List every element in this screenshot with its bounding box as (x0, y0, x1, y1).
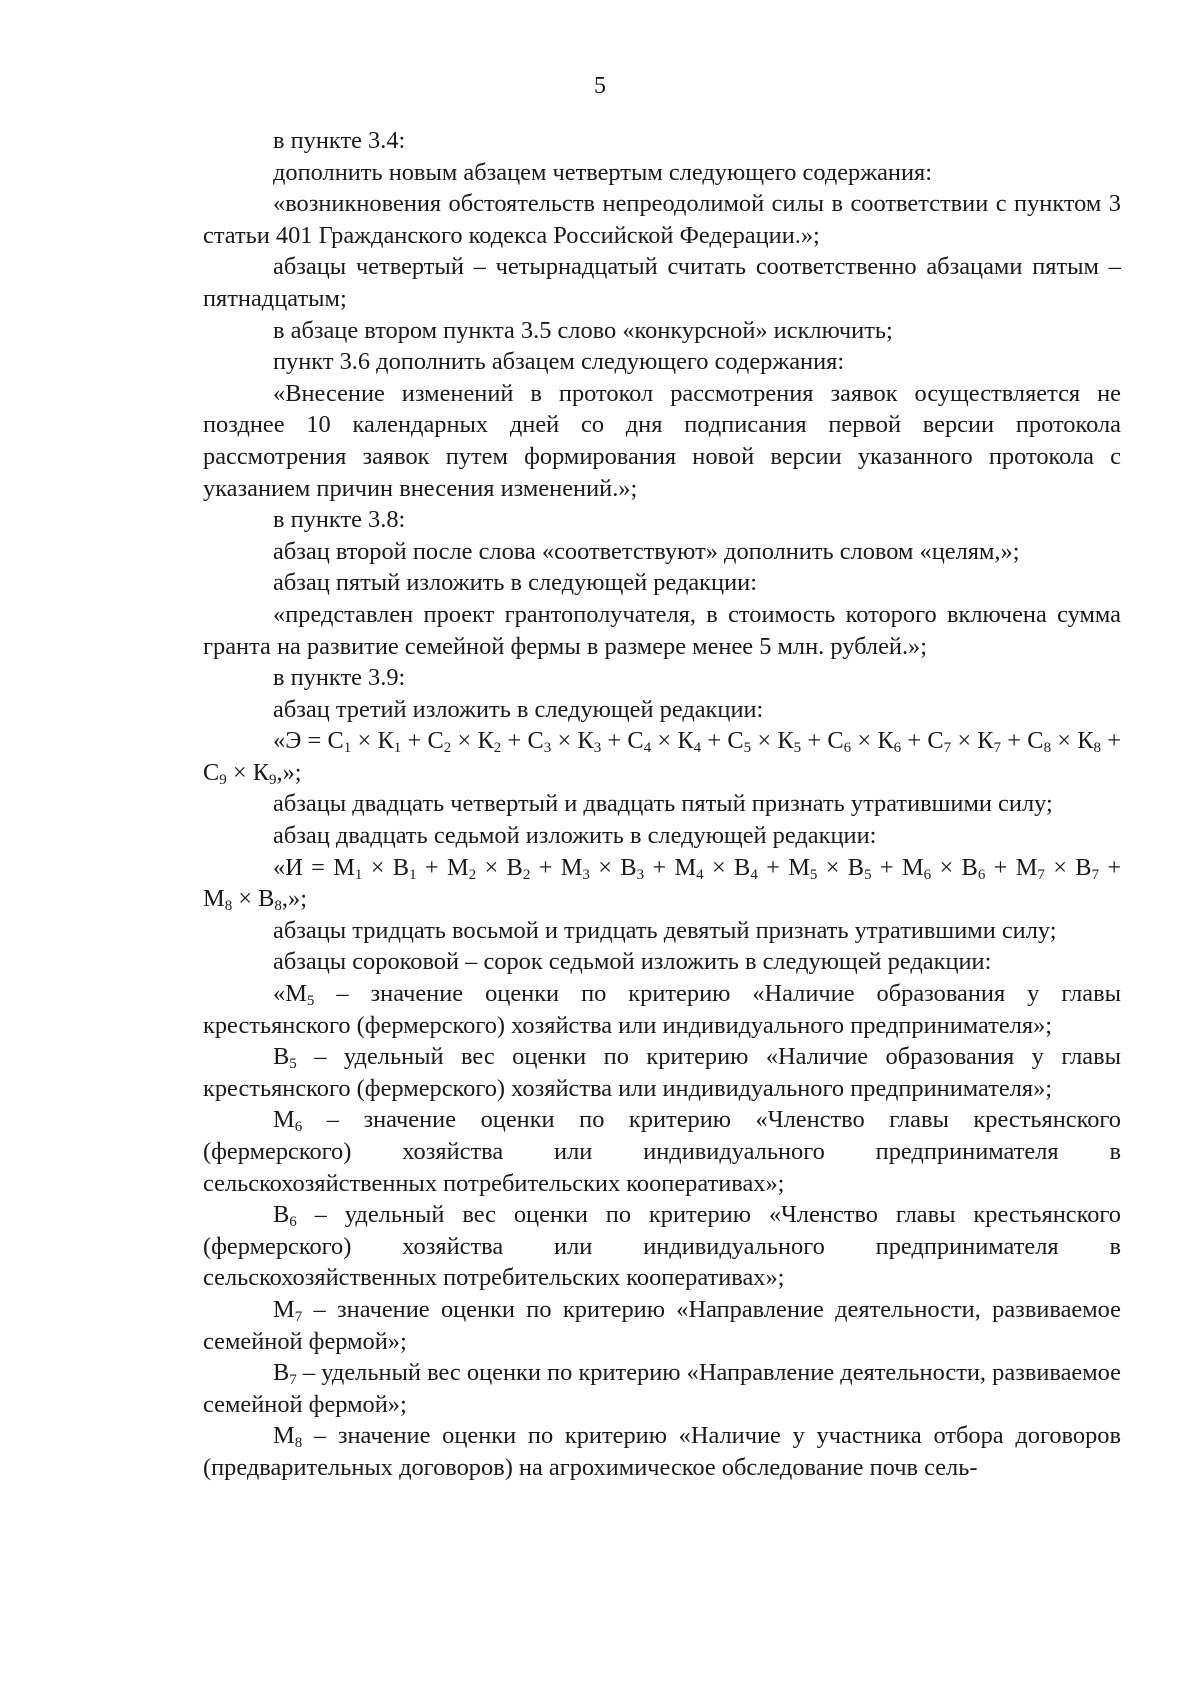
formula_i-index: 5 (864, 866, 872, 883)
formula_i-index: 8 (224, 898, 233, 915)
paragraph-p6: пункт 3.6 дополнить абзацем следующего содержания: (273, 348, 845, 376)
formula_i-index: 7 (1037, 866, 1045, 883)
formula_e-index: 4 (693, 740, 702, 757)
formula_e-symbol: К (877, 727, 894, 755)
formula_e-symbol: К (377, 727, 394, 755)
paragraph-p8: в пункте 3.8: (273, 506, 406, 534)
formula_e-index: 2 (443, 740, 452, 757)
formula_i-symbol: М (788, 853, 810, 881)
formula_e-symbol: С (327, 727, 344, 755)
formula_i-open: «И = (273, 853, 334, 881)
definition-text: – значение оценки по критерию «Наличие образования у главы крестьянского (фермерского) хозяйства или индивидуального предпринимателя»; (203, 980, 1121, 1039)
formula_i-symbol: В (961, 853, 978, 881)
definition-text: – удельный вес оценки по критерию «Направление деятельности, развиваемое семейной фермой»; (203, 1359, 1121, 1418)
formula_e-index: 7 (993, 740, 1002, 757)
paragraph-p2: дополнить новым абзацем четвертым следующего содержания: (273, 158, 933, 186)
definition-d3 (203, 1104, 1121, 1199)
definition-d2 (203, 1041, 1121, 1104)
formula_e-term: $С_5 \times К_5$ (727, 727, 802, 757)
formula-i: «$И = М_1 \times В_1 + М_2 \times В_2 + М_3 \times В_3 + М_4 \times В_4 + М_5 \times В_5 + М_6 \times В_6 + М_7 \times В_7 + М_8 \times В_8$,»; (203, 853, 1122, 915)
formula_e-term: $С_7 \times К_7$ (927, 727, 1002, 757)
paragraph-p19: абзацы сороковой – сорок седьмой изложить в следующей редакции: (273, 948, 992, 976)
formula_e-term: $С_4 \times К_4$ (627, 727, 702, 757)
formula_e-term: $С_1 \times К_1$ (327, 727, 402, 757)
formula_e-symbol: К (577, 727, 594, 755)
formula_i-symbol: М (674, 853, 697, 881)
definition-text: – удельный вес оценки по критерию «Членство главы крестьянского (фермерского) хозяйства или индивидуального предпринимателя в сельскохозяйственных потребительских кооперативах»; (203, 1201, 1121, 1292)
formula_e-symbol: С (1027, 727, 1044, 755)
formula_e-index: 4 (643, 740, 652, 757)
definition-text: – значение оценки по критерию «Членство главы крестьянского (фермерского) хозяйства или индивидуального предпринимателя в сельскохозяйственных потребительских кооперативах»; (203, 1106, 1121, 1197)
formula_i-term: $М_6 \times В_6$ (901, 853, 986, 883)
formula_i-term: $М_8 \times В_8$ (203, 885, 282, 915)
formula_i-index: 3 (582, 866, 590, 883)
formula_i-symbol: В (847, 853, 865, 881)
definition-quote: « (273, 980, 286, 1008)
paragraph-p4: абзацы четвертый – четырнадцатый считать соответственно абзацами пятым – пятнадцатым; (203, 253, 1121, 312)
definition-symbol: М (285, 980, 307, 1008)
formula_e-term: $С_3 \times К_3$ (527, 727, 602, 757)
formula_i-symbol: М (560, 853, 583, 881)
definition-symbol: В (273, 1043, 290, 1071)
formula_e-symbol: К (777, 727, 794, 755)
paragraph-p3: «возникновения обстоятельств непреодолимой силы в соответствии с пунктом 3 статьи 401 Гражданского кодекса Российской Федерации.»; (203, 190, 1121, 249)
formula_e-symbol: С (727, 727, 744, 755)
formula-e: «$Э = С_1 \times К_1 + С_2 \times К_2 + С_3 \times К_3 + С_4 \times К_4 + С_5 \times К_5 + С_6 \times К_6 + С_7 \times К_7 + С_8 \times К_8 + С_9 \times К_9$,»; (203, 727, 1122, 788)
definition-d4 (203, 1199, 1121, 1294)
formula_i-index: 8 (274, 898, 282, 915)
page-number: 5 (594, 73, 606, 99)
formula_i-symbol: М (1015, 853, 1038, 881)
definition-d6 (203, 1357, 1121, 1420)
formula_i-index: 2 (522, 866, 531, 883)
formula_i-symbol: М (203, 885, 225, 913)
definition-text: – удельный вес оценки по критерию «Наличие образования у главы крестьянского (фермерского) хозяйства или индивидуального предпринимателя»; (203, 1043, 1121, 1102)
definition-index: 8 (294, 1435, 303, 1452)
formula_e-symbol: С (527, 727, 544, 755)
paragraph-p1: в пункте 3.4: (273, 127, 406, 154)
formula_e-symbol: С (627, 727, 644, 755)
formula_i-index: 4 (750, 866, 758, 883)
formula_e-index: 2 (493, 740, 502, 757)
formula_e-index: 5 (793, 740, 802, 757)
paragraph-p10: абзац пятый изложить в следующей редакции: (273, 569, 757, 597)
formula_i-symbol: В (506, 853, 523, 881)
formula_i-index: 6 (923, 866, 932, 883)
definition-index: 6 (289, 1214, 297, 1231)
formula_i-symbol: В (1075, 853, 1092, 881)
formula_e-term: $С_2 \times К_2$ (427, 727, 502, 757)
formula_i-term: $М_3 \times В_3$ (560, 853, 645, 883)
formula_i-term: $М_2 \times В_2$ (446, 853, 531, 883)
formula_e-index: 3 (543, 740, 552, 757)
formula_e-open: «Э = (273, 727, 328, 755)
formula_e-index: 1 (393, 740, 402, 757)
formula_e-symbol: С (203, 758, 220, 786)
formula_e-symbol: С (927, 727, 944, 755)
definition-d7 (203, 1420, 1121, 1483)
definition-text: – значение оценки по критерию «Направление деятельности, развиваемое семейной фермой»; (203, 1295, 1121, 1355)
formula_i-symbol: М (901, 853, 924, 881)
formula_i-index: 4 (696, 866, 704, 883)
formula_i-index: 2 (468, 866, 477, 883)
paragraph-p12: в пункте 3.9: (273, 664, 406, 692)
definition-symbol: В (273, 1359, 290, 1387)
paragraph-p18: абзацы тридцать восьмой и тридцать девятый признать утратившими силу; (273, 916, 1057, 944)
formula_i-index: 1 (354, 866, 363, 883)
formula_i-term: $М_1 \times В_1$ (333, 853, 417, 883)
paragraph-p9: абзац второй после слова «соответствуют» дополнить словом «целям,»; (273, 537, 1020, 565)
formula_e-symbol: К (677, 727, 694, 755)
formula_e-symbol: К (977, 727, 994, 755)
formula_e-index: 6 (843, 740, 852, 757)
formula_i-symbol: В (392, 853, 410, 881)
formula_e-symbol: С (427, 727, 444, 755)
definition-symbol: М (273, 1295, 295, 1323)
definition-symbol: М (273, 1422, 295, 1450)
formula_e-symbol: К (252, 758, 270, 786)
definition-d1 (203, 978, 1121, 1041)
formula_e-index: 9 (219, 771, 227, 788)
formula_e-symbol: К (477, 727, 494, 755)
formula_i-index: 1 (409, 866, 417, 883)
formula_i-index: 6 (977, 866, 986, 883)
paragraph-p13: абзац третий изложить в следующей редакции: (273, 695, 764, 723)
formula_e-close: ,»; (276, 758, 302, 786)
definition-symbol: М (273, 1106, 295, 1134)
paragraph-p16: абзац двадцать седьмой изложить в следующей редакции: (273, 822, 877, 850)
definition-index: 6 (294, 1119, 303, 1136)
formula_e-index: 9 (269, 771, 277, 788)
formula_i-close: ,»; (281, 885, 307, 913)
definition-symbol: В (273, 1201, 290, 1229)
formula_e-term: $С_6 \times К_6$ (827, 727, 902, 757)
formula_e-term: $С_8 \times К_8$ (1027, 727, 1102, 757)
paragraph-p7: «Внесение изменений в протокол рассмотрения заявок осуществляется не позднее 10 календарных дней со дня подписания первой версии протокола рассмотрения заявок путем формирования новой версии указанного протокола с указанием причин внесения изменений.»; (203, 379, 1121, 502)
formula_i-symbol: М (333, 853, 355, 881)
paragraph-p5: в абзаце втором пункта 3.5 слово «конкурсной» исключить; (273, 316, 893, 344)
formula_e-index: 8 (1043, 740, 1052, 757)
paragraph-p11: «представлен проект грантополучателя, в стоимость которого включена сумма гранта на развитие семейной фермы в размере менее 5 млн. рублей.»; (203, 600, 1121, 660)
formula_i-term: $М_4 \times В_4$ (674, 853, 758, 883)
formula_e-symbol: С (827, 727, 844, 755)
formula_e-index: 1 (343, 740, 352, 757)
formula_e-index: 7 (943, 740, 952, 757)
formula_i-symbol: В (734, 853, 751, 881)
formula_e-term: $С_9 \times К_9$ (203, 758, 277, 788)
formula_i-index: 7 (1091, 866, 1100, 883)
formula_i-index: 3 (636, 866, 645, 883)
formula_i-term: $М_7 \times В_7$ (1015, 853, 1100, 883)
definition-index: 5 (289, 1056, 297, 1073)
formula_e-index: 3 (593, 740, 602, 757)
formula_i-index: 5 (809, 866, 818, 883)
formula_e-index: 5 (743, 740, 752, 757)
formula_i-term: $М_5 \times В_5$ (788, 853, 872, 883)
definitions-list (203, 978, 1121, 1484)
formula_i-symbol: В (258, 885, 275, 913)
definition-index: 5 (306, 993, 315, 1010)
formula_i-symbol: В (620, 853, 637, 881)
formula_e-index: 6 (893, 740, 902, 757)
paragraph-p15: абзацы двадцать четвертый и двадцать пятый признать утратившими силу; (273, 790, 1053, 818)
definition-text: – значение оценки по критерию «Наличие у участника отбора договоров (предварительных договоров) на агрохимическое обследование почв сель- (203, 1422, 1121, 1481)
formula_e-index: 8 (1093, 740, 1102, 757)
definition-d5 (203, 1294, 1121, 1357)
definition-index: 7 (289, 1372, 297, 1389)
formula_i-symbol: М (446, 853, 469, 881)
definition-index: 7 (294, 1308, 303, 1325)
formula_e-symbol: К (1077, 727, 1094, 755)
document-body (203, 125, 1121, 1484)
